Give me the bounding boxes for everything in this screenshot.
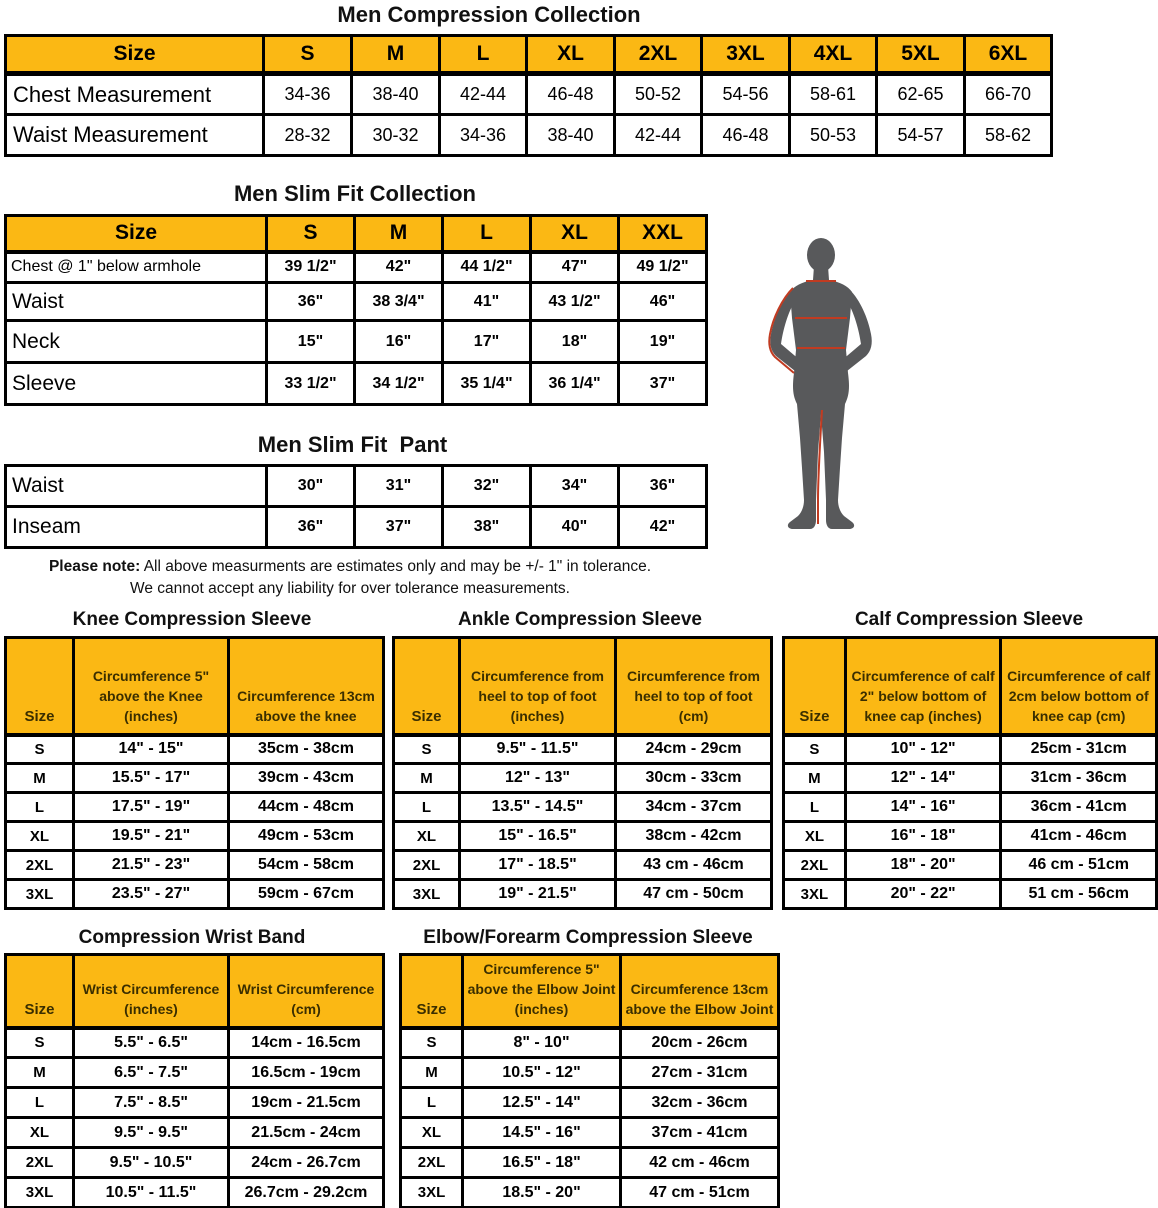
slim-fit-pant-table	[4, 464, 708, 549]
cell: 16.5" - 18"	[463, 1148, 621, 1178]
size-cell: L	[401, 1088, 463, 1118]
table-row	[401, 1148, 779, 1178]
cell: 17"	[443, 321, 531, 363]
cell: 15.5" - 17"	[74, 764, 229, 793]
header-cell: 6XL	[965, 36, 1052, 74]
row-label: Waist	[6, 283, 267, 321]
cell: 37cm - 41cm	[621, 1118, 779, 1148]
table-header-row	[394, 638, 772, 735]
table-row	[784, 851, 1157, 880]
men-compression-table	[4, 34, 1053, 157]
slim-fit-title: Men Slim Fit Collection	[233, 181, 476, 206]
row-label: Inseam	[6, 507, 267, 548]
cell: 20" - 22"	[845, 880, 1001, 909]
cell: 31"	[355, 466, 443, 507]
table-row	[401, 1028, 779, 1058]
cell: 26.7cm - 29.2cm	[229, 1178, 384, 1208]
cell: 17" - 18.5"	[460, 851, 616, 880]
size-cell: S	[401, 1028, 463, 1058]
cell: 66-70	[965, 74, 1052, 115]
cell: 41"	[443, 283, 531, 321]
header-cell: Circumference from heel to top of foot (cm)	[616, 638, 772, 735]
cell: 39 1/2"	[267, 252, 355, 283]
cell: 43 1/2"	[531, 283, 619, 321]
cell: 21.5" - 23"	[74, 851, 229, 880]
table-row	[6, 1028, 384, 1058]
cell: 10" - 12"	[845, 735, 1001, 764]
header-cell: Circumference of calf 2" below bottom of knee cap (inches)	[845, 638, 1001, 735]
cell: 43 cm - 46cm	[616, 851, 772, 880]
header-cell: XXL	[619, 216, 707, 252]
row-label: Sleeve	[6, 363, 267, 405]
table-row	[784, 793, 1157, 822]
header-cell: Circumference 5" above the Knee (inches)	[74, 638, 229, 735]
cell: 34"	[531, 466, 619, 507]
cell: 21.5cm - 24cm	[229, 1118, 384, 1148]
table-row	[784, 764, 1157, 793]
size-cell: 3XL	[394, 880, 460, 909]
cell: 30cm - 33cm	[616, 764, 772, 793]
cell: 46 cm - 51cm	[1001, 851, 1157, 880]
table-header-row	[784, 638, 1157, 735]
table-row	[401, 1178, 779, 1208]
note-line-2: We cannot accept any liability for over tolerance measurements.	[130, 580, 570, 597]
table-row	[6, 735, 384, 764]
table-row	[6, 363, 707, 405]
size-cell: 2XL	[6, 851, 74, 880]
cell: 46-48	[702, 115, 790, 156]
size-cell: S	[6, 1028, 74, 1058]
size-cell: M	[6, 764, 74, 793]
header-cell: 3XL	[702, 36, 790, 74]
cell: 27cm - 31cm	[621, 1058, 779, 1088]
note-text-1: All above measurments are estimates only and may be +/- 1" in tolerance.	[140, 558, 652, 575]
size-cell: M	[6, 1058, 74, 1088]
header-cell: S	[264, 36, 352, 74]
cell: 14" - 15"	[74, 735, 229, 764]
cell: 47 cm - 51cm	[621, 1178, 779, 1208]
table-row	[6, 115, 1052, 156]
cell: 38cm - 42cm	[616, 822, 772, 851]
table-header-row	[6, 36, 1052, 74]
cell: 54-57	[877, 115, 965, 156]
cell: 12" - 13"	[460, 764, 616, 793]
table-row	[6, 1178, 384, 1208]
size-cell: S	[6, 735, 74, 764]
size-cell: M	[401, 1058, 463, 1088]
table-row	[6, 851, 384, 880]
note-prefix: Please note:	[48, 558, 141, 575]
cell: 38-40	[527, 115, 615, 156]
size-cell: 2XL	[6, 1148, 74, 1178]
header-cell: XL	[527, 36, 615, 74]
cell: 39cm - 43cm	[229, 764, 384, 793]
cell: 58-61	[790, 74, 877, 115]
cell: 19" - 21.5"	[460, 880, 616, 909]
slim-fit-table	[4, 214, 708, 406]
cell: 10.5" - 11.5"	[74, 1178, 229, 1208]
ankle-sleeve-table	[392, 636, 773, 910]
table-row	[394, 735, 772, 764]
header-cell: Wrist Circumference (cm)	[229, 955, 384, 1028]
slim-fit-pant-title: Men Slim Fit Pant	[257, 432, 448, 457]
cell: 44 1/2"	[443, 252, 531, 283]
cell: 34 1/2"	[355, 363, 443, 405]
cell: 42-44	[615, 115, 702, 156]
cell: 49 1/2"	[619, 252, 707, 283]
cell: 38 3/4"	[355, 283, 443, 321]
cell: 46"	[619, 283, 707, 321]
size-cell: XL	[6, 1118, 74, 1148]
size-cell: XL	[784, 822, 846, 851]
table-row	[6, 252, 707, 283]
cell: 54-56	[702, 74, 790, 115]
cell: 31cm - 36cm	[1001, 764, 1157, 793]
elbow-sleeve-table	[399, 953, 780, 1208]
header-cell: 2XL	[615, 36, 702, 74]
cell: 42"	[619, 507, 707, 548]
cell: 8" - 10"	[463, 1028, 621, 1058]
man-silhouette-figure	[762, 238, 880, 536]
table-row	[6, 283, 707, 321]
men-compression-title: Men Compression Collection	[337, 2, 641, 27]
cell: 44cm - 48cm	[229, 793, 384, 822]
cell: 34-36	[264, 74, 352, 115]
figure-body	[788, 266, 854, 529]
header-cell: Size	[401, 955, 463, 1028]
size-cell: L	[394, 793, 460, 822]
cell: 51 cm - 56cm	[1001, 880, 1157, 909]
size-cell: M	[784, 764, 846, 793]
cell: 20cm - 26cm	[621, 1028, 779, 1058]
table-row	[401, 1058, 779, 1088]
cell: 16.5cm - 19cm	[229, 1058, 384, 1088]
header-cell: Wrist Circumference (inches)	[74, 955, 229, 1028]
table-row	[6, 1118, 384, 1148]
header-cell: 4XL	[790, 36, 877, 74]
cell: 36"	[267, 507, 355, 548]
size-cell: 3XL	[401, 1178, 463, 1208]
cell: 17.5" - 19"	[74, 793, 229, 822]
header-cell: L	[443, 216, 531, 252]
header-cell: Circumference from heel to top of foot (inches)	[460, 638, 616, 735]
calf-sleeve-table	[782, 636, 1158, 910]
size-cell: S	[394, 735, 460, 764]
header-cell: Size	[6, 638, 74, 735]
cell: 37"	[619, 363, 707, 405]
header-cell: M	[352, 36, 440, 74]
cell: 14cm - 16.5cm	[229, 1028, 384, 1058]
row-label: Chest @ 1" below armhole	[6, 252, 267, 283]
table-row	[6, 764, 384, 793]
cell: 30-32	[352, 115, 440, 156]
cell: 23.5" - 27"	[74, 880, 229, 909]
cell: 34cm - 37cm	[616, 793, 772, 822]
cell: 38-40	[352, 74, 440, 115]
header-cell: Size	[6, 216, 267, 252]
cell: 58-62	[965, 115, 1052, 156]
tolerance-note	[0, 556, 700, 600]
table-row	[784, 735, 1157, 764]
size-cell: 3XL	[6, 880, 74, 909]
cell: 42"	[355, 252, 443, 283]
wrist-band-title: Compression Wrist Band	[78, 927, 306, 948]
cell: 15"	[267, 321, 355, 363]
elbow-sleeve-title: Elbow/Forearm Compression Sleeve	[423, 927, 753, 948]
size-cell: L	[6, 1088, 74, 1118]
cell: 16" - 18"	[845, 822, 1001, 851]
cell: 10.5" - 12"	[463, 1058, 621, 1088]
header-cell: Size	[394, 638, 460, 735]
size-cell: XL	[6, 822, 74, 851]
table-row	[401, 1088, 779, 1118]
cell: 9.5" - 10.5"	[74, 1148, 229, 1178]
row-label: Waist	[6, 466, 267, 507]
cell: 16"	[355, 321, 443, 363]
header-cell: XL	[531, 216, 619, 252]
cell: 24cm - 26.7cm	[229, 1148, 384, 1178]
table-header-row	[6, 955, 384, 1028]
ankle-sleeve-title: Ankle Compression Sleeve	[458, 609, 702, 630]
cell: 5.5" - 6.5"	[74, 1028, 229, 1058]
cell: 46-48	[527, 74, 615, 115]
cell: 6.5" - 7.5"	[74, 1058, 229, 1088]
cell: 35cm - 38cm	[229, 735, 384, 764]
table-row	[6, 466, 707, 507]
table-row	[394, 793, 772, 822]
cell: 38"	[443, 507, 531, 548]
header-cell: Circumference 5" above the Elbow Joint (inches)	[463, 955, 621, 1028]
cell: 25cm - 31cm	[1001, 735, 1157, 764]
cell: 59cm - 67cm	[229, 880, 384, 909]
table-row	[401, 1118, 779, 1148]
cell: 18.5" - 20"	[463, 1178, 621, 1208]
header-cell: Circumference 13cm above the Elbow Joint	[621, 955, 779, 1028]
cell: 54cm - 58cm	[229, 851, 384, 880]
cell: 24cm - 29cm	[616, 735, 772, 764]
cell: 9.5" - 11.5"	[460, 735, 616, 764]
cell: 12.5" - 14"	[463, 1088, 621, 1118]
size-cell: 2XL	[394, 851, 460, 880]
cell: 14" - 16"	[845, 793, 1001, 822]
cell: 7.5" - 8.5"	[74, 1088, 229, 1118]
table-row	[6, 321, 707, 363]
table-row	[6, 1088, 384, 1118]
cell: 18"	[531, 321, 619, 363]
size-cell: 2XL	[401, 1148, 463, 1178]
cell: 9.5" - 9.5"	[74, 1118, 229, 1148]
cell: 50-52	[615, 74, 702, 115]
table-header-row	[6, 638, 384, 735]
cell: 36"	[619, 466, 707, 507]
cell: 41cm - 46cm	[1001, 822, 1157, 851]
cell: 34-36	[440, 115, 527, 156]
cell: 14.5" - 16"	[463, 1118, 621, 1148]
cell: 47 cm - 50cm	[616, 880, 772, 909]
table-row	[784, 880, 1157, 909]
size-cell: L	[784, 793, 846, 822]
cell: 42 cm - 46cm	[621, 1148, 779, 1178]
cell: 40"	[531, 507, 619, 548]
header-cell: 5XL	[877, 36, 965, 74]
size-cell: 3XL	[784, 880, 846, 909]
row-label: Chest Measurement	[6, 74, 264, 115]
row-label: Neck	[6, 321, 267, 363]
cell: 36cm - 41cm	[1001, 793, 1157, 822]
cell: 18" - 20"	[845, 851, 1001, 880]
table-row	[6, 1148, 384, 1178]
cell: 28-32	[264, 115, 352, 156]
cell: 12" - 14"	[845, 764, 1001, 793]
header-cell: Circumference 13cm above the knee	[229, 638, 384, 735]
size-cell: XL	[401, 1118, 463, 1148]
header-cell: L	[440, 36, 527, 74]
table-row	[6, 74, 1052, 115]
cell: 19"	[619, 321, 707, 363]
table-header-row	[401, 955, 779, 1028]
table-row	[6, 507, 707, 548]
size-cell: S	[784, 735, 846, 764]
size-cell: L	[6, 793, 74, 822]
header-cell: S	[267, 216, 355, 252]
cell: 42-44	[440, 74, 527, 115]
size-cell: 2XL	[784, 851, 846, 880]
table-row	[6, 1058, 384, 1088]
table-row	[6, 793, 384, 822]
cell: 33 1/2"	[267, 363, 355, 405]
cell: 36"	[267, 283, 355, 321]
table-row	[394, 880, 772, 909]
size-cell: M	[394, 764, 460, 793]
header-cell: Circumference of calf 2cm below bottom of knee cap (cm)	[1001, 638, 1157, 735]
cell: 62-65	[877, 74, 965, 115]
cell: 19cm - 21.5cm	[229, 1088, 384, 1118]
cell: 30"	[267, 466, 355, 507]
knee-sleeve-title: Knee Compression Sleeve	[72, 609, 312, 630]
table-header-row	[6, 216, 707, 252]
knee-sleeve-table	[4, 636, 385, 910]
header-cell: M	[355, 216, 443, 252]
table-row	[6, 822, 384, 851]
size-cell: 3XL	[6, 1178, 74, 1208]
cell: 35 1/4"	[443, 363, 531, 405]
row-label: Waist Measurement	[6, 115, 264, 156]
wrist-band-table	[4, 953, 385, 1208]
table-row	[394, 764, 772, 793]
cell: 32cm - 36cm	[621, 1088, 779, 1118]
table-row	[784, 822, 1157, 851]
table-row	[6, 880, 384, 909]
header-cell: Size	[6, 955, 74, 1028]
size-cell: XL	[394, 822, 460, 851]
cell: 50-53	[790, 115, 877, 156]
cell: 36 1/4"	[531, 363, 619, 405]
table-row	[394, 851, 772, 880]
cell: 32"	[443, 466, 531, 507]
cell: 49cm - 53cm	[229, 822, 384, 851]
header-cell: Size	[784, 638, 846, 735]
calf-sleeve-title: Calf Compression Sleeve	[854, 609, 1084, 630]
cell: 13.5" - 14.5"	[460, 793, 616, 822]
cell: 37"	[355, 507, 443, 548]
note-line-1	[0, 556, 700, 578]
cell: 19.5" - 21"	[74, 822, 229, 851]
table-row	[394, 822, 772, 851]
cell: 47"	[531, 252, 619, 283]
cell: 15" - 16.5"	[460, 822, 616, 851]
header-cell: Size	[6, 36, 264, 74]
